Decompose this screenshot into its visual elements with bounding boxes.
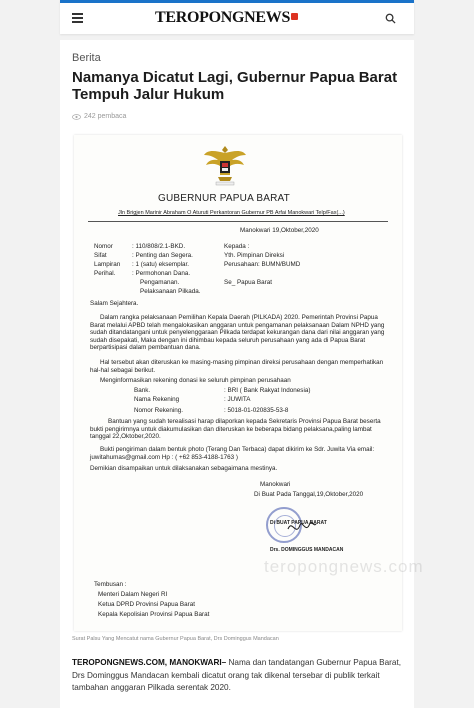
field-label: Lampiran — [94, 261, 121, 268]
signature-icon — [284, 515, 318, 541]
dateline: TEROPONGNEWS.COM, MANOKWARI– — [72, 658, 227, 667]
eye-icon — [72, 114, 81, 120]
image-caption: Surat Palsu Yang Mencatut nama Gubernur Papua Barat, Drs Dominggus Mandacan — [72, 636, 279, 642]
recipient-line: Perusahaan: BUMN/BUMD — [224, 261, 301, 268]
garuda-emblem-icon — [202, 143, 248, 187]
search-icon[interactable] — [385, 13, 396, 24]
field-value: : 1 (satu) eksemplar. — [132, 261, 190, 268]
field-value: Pengamanan. — [140, 279, 180, 286]
letter-paragraph: Bantuan yang sudah terealisasi harap dilaporkan kepada Sekretaris Provinsi Papua Barat beserta bukti pengirimnya untuk diakumulasikan dan diteruskan ke beberapa bidang pelaksana,paling lambat tanggal 22,Oktober,2020. — [90, 418, 381, 441]
field-label: Perihal. — [94, 270, 116, 277]
signatory-name: Drs. DOMINGGUS MANDACAN — [270, 547, 344, 553]
field-value: : 110/808/2.1-BKD. — [132, 243, 186, 250]
article-category[interactable]: Berita — [72, 52, 101, 64]
account-value: : BRI ( Bank Rakyat Indonesia) — [224, 387, 311, 394]
cc-item: Kepala Kepolisian Provinsi Papua Barat — [98, 611, 210, 618]
cc-heading: Tembusan : — [94, 581, 127, 588]
article-title: Namanya Dicatut Lagi, Gubernur Papua Barat Tempuh Jalur Hukum — [72, 69, 398, 103]
site-watermark: teropongnews.com — [264, 557, 424, 576]
view-count-text: 242 pembaca — [84, 113, 127, 120]
field-value: : Permohonan Dana. — [132, 270, 191, 277]
recipient-line: Kepada : — [224, 243, 250, 250]
cc-item: Ketua DPRD Provinsi Papua Barat — [98, 601, 195, 608]
field-value: Pelaksanaan Pilkada. — [140, 288, 201, 295]
letter-address: Jln Brigjen Marinir Abraham O Aturuti Perkantoran Gubernur PB Arfai Manokwari Telp/Fax(...) — [118, 210, 345, 216]
account-value: : 5018-01-020835-53-8 — [224, 407, 289, 414]
article-lead: Nama dan tandatangan Gubernur Papua Barat, Drs Dominggus Mandacan kembali dicatut orang tak dikenal tersebar di publik terkait tambahan anggaran Pilkada serentak 2020. — [72, 658, 401, 692]
logo-mark — [291, 13, 298, 20]
account-label: Bank. — [134, 387, 151, 394]
site-logo[interactable] — [155, 9, 298, 27]
letter-made-date: Di Buat Pada Tanggal,19,Oktober,2020 — [254, 491, 364, 498]
view-count — [72, 113, 126, 120]
cc-item: Menteri Dalam Negeri RI — [98, 591, 168, 598]
signatory-title: Di BUAT PAPUA BARAT — [270, 520, 327, 526]
letter-image — [74, 135, 424, 631]
letter-paragraph: Bukti pengiriman dalam bentuk photo (Terang Dan Terbaca) dapat dikirim ke Sdr. Juwita Via email: juwitahumas@gmail.com Hp : ( +62 853-4188-1763 ) — [90, 446, 375, 461]
field-label: Sifat — [94, 252, 107, 259]
letter-date: Manokwari 19,Oktober,2020 — [240, 227, 319, 234]
letter-paragraph: Demikian disampaikan untuk dilaksanakan sebagaimana mestinya. — [90, 465, 278, 472]
letter-paragraph: Menginformasikan rekening donasi ke seluruh pimpinan perusahaan — [100, 377, 291, 384]
letter-paragraph: Dalam rangka pelaksanaan Pemilihan Kepala Daerah (PILKADA) 2020. Pemerintah Provinsi Papua Barat melalui APBD telah mengalokasikan anggaran untuk pengamanan pelaksanaan Dalam NPHD yang sudah ditandatangani untuk penyelenggaraan Pilkada terdapat kekurangan dana dari nilai anggaran yang sudah disepakati, Maka dengan ini dihimbau kepada seluruh perusahaan yang ada di Papua Barat berpartisipasi dalam pembantuan dana. — [90, 314, 385, 352]
account-label: Nama Rekening — [134, 396, 180, 403]
account-value: : JUWITA — [224, 396, 251, 403]
field-value: : Penting dan Segera. — [132, 252, 193, 259]
menu-icon[interactable] — [72, 13, 83, 23]
article-page — [60, 40, 424, 708]
top-navigation-bar — [60, 0, 414, 34]
site-logo-text: TEROPONGNEWS — [155, 9, 291, 26]
article-body — [72, 657, 404, 695]
account-label: Nomor Rekening. — [134, 407, 183, 414]
letter-place: Manokwari — [260, 481, 291, 488]
field-label: Nomor — [94, 243, 113, 250]
letter-heading: GUBERNUR PAPUA BARAT — [158, 193, 290, 204]
letter-paragraph: Hal tersebut akan diteruskan ke masing-masing pimpinan direksi perusahaan dengan memperhatikan hal-hal sebagai berikut. — [90, 359, 384, 374]
recipient-line: Se_ Papua Barat — [224, 279, 272, 286]
recipient-line: Yth. Pimpinan Direksi — [224, 252, 285, 259]
letter-rule — [88, 221, 388, 222]
greeting: Salam Sejahtera. — [90, 300, 139, 307]
